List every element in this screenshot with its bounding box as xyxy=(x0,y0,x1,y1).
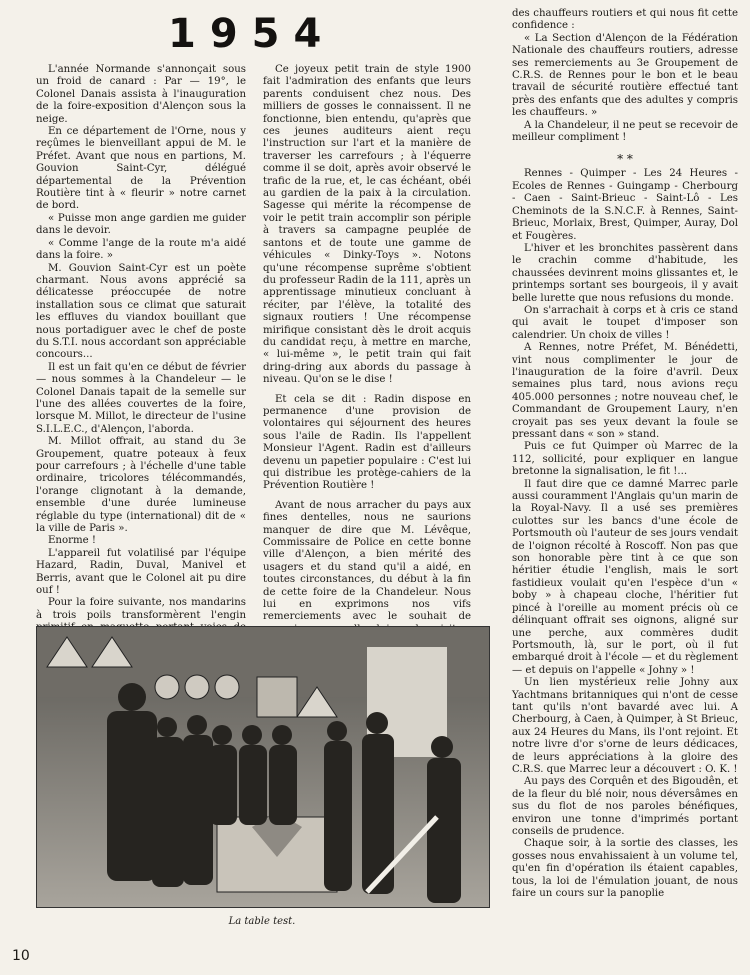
section-separator: * * xyxy=(617,152,633,167)
paragraph: Ce joyeux petit train de style 1900 fait l'admiration des enfants que leurs parents conduisent chez nous. Des milliers de gosses le connaissent. Il ne fonctionne, bien entendu, qu'après que ces jeunes auditeurs aient reçu l'instruction sur l'art et la manière de traverser les carrefours ; à l'équerre comme il se doit, après avoir observé le trafic de la rue, et, le cas échéant, obéi au gardien de la paix à la circulation. Sagesse qui mérite la récompense de voir le petit train accomplir son périple à travers sa campagne peuplée de santons et de toute une gamme de véhicules « Dinky-Toys ». Notons qu'une récompense suprême s'obtient du professeur Radin de la 111, après un apprentissage minutieux concluant à réciter, par l'élève, la totalité des signaux routiers ! Une récompense mirifique consistant dès le droit acquis du candidat reçu, à mettre en marche, « lui-même », le petit train qui fait dring-dring aux abords du passage à niveau. Qu'on se le dise ! xyxy=(263,64,471,386)
paragraph: Au pays des Corquên et des Bigoudên, et de la fleur du blé noir, nous déversâmes en sus du flot de nos paroles bénéfiques, environ une tonne d'imprimés portant conseils de prudence. xyxy=(512,776,738,837)
paragraph: L'année Normande s'annonçait sous un froid de canard : Par — 19°, le Colonel Danais assista à l'inauguration de la foire-exposition d'Alençon sous la neige. xyxy=(36,64,246,125)
paragraph: Il est un fait qu'en ce début de février — nous sommes à la Chandeleur — le Colonel Danais tapait de la semelle sur l'une des allées couvertes de la foire, lorsque M. Millot, le directeur de l'usine S.I.L.E.C., d'Alençon, l'aborda. xyxy=(36,361,246,435)
paragraph: Un lien mystérieux relie Johny aux Yachtmans britanniques qui n'ont de cesse tant qu'ils n'ont bavardé avec lui. A Cherbourg, à Caen, à Quimper, à St Brieuc, aux 24 Heures du Mans, ils l'ont rejoint. Et notre livre d'or s'orne de leurs dédicaces, de leurs appréciations à la gloire des C.R.S. que Marrec leur a découvert : O. K. ! xyxy=(512,677,738,775)
page-number: 10 xyxy=(12,948,30,964)
paragraph: Rennes - Quimper - Les 24 Heures - Ecoles de Rennes - Guingamp - Cherbourg - Caen - Saint-Brieuc - Saint-Lô - Les Cheminots de la S.N.C.F. à Rennes, Saint-Brieuc, Morlaix, Brest, Quimper, Auray, Dol et Fougères. xyxy=(512,168,738,242)
paragraph: M. Gouvion Saint-Cyr est un poète charmant. Nous avons apprécié sa délicatesse préoccupée de notre installation sous ce climat que saturait les effluves du viandox bouillant que nous portadiguer avec le chef de poste du S.T.I. nous accordant son appréciable concours... xyxy=(36,262,246,361)
paragraph: A la Chandeleur, il ne peut se recevoir de meilleur compliment ! xyxy=(512,119,738,144)
photo-illustration xyxy=(37,627,489,907)
paragraph: Chaque soir, à la sortie des classes, les gosses nous envahissaient à un volume tel, qu'en fin d'opération ils étaient capables, tous, la loi de l'émulation jouant, de nous faire un cours sur la panoplie xyxy=(512,838,738,900)
paragraph: des chauffeurs routiers et qui nous fit cette confidence : xyxy=(512,8,738,32)
photo-caption: La table test. xyxy=(228,916,296,927)
paragraph: Il faut dire que ce damné Marrec parle aussi couramment l'Anglais qu'un marin de la Royal-Navy. Il a usé ses premières culottes sur les bancs d'une école de Portsmouth où l'auteur de ses jours vendait de l'oignon récolté à Roscoff. Non pas que son honorable père tint à ce que son héritier étudie l'english, mais le sort fastidieux voulait qu'en l'espèce d'un « boby » à chapeau cloche, l'héritier fut pincé à l'oreille au moment précis où ce délinquant offrait ses oignons, aligné sur une perche, aux commères dudit Portsmouth, là, sur le port, où il fut embarqué droit à l'école — et du règlement — et depuis on l'appelle « Johny » ! xyxy=(512,478,738,676)
paragraph: « Comme l'ange de la route m'a aidé dans la foire. » xyxy=(36,237,246,262)
paragraph: M. Millot offrait, au stand du 3e Groupement, quatre poteaux à feux pour carrefours ; à l'échelle d'une table ordinaire, tricolores télécommandés, l'orange clignotant à la demande, ensemble d'une durée lumineuse réglable du type (international) dit de « la ville de Paris ». xyxy=(36,436,246,535)
paragraph: Puis ce fut Quimper où Marrec de la 112, sollicité, pour expliquer en langue bretonne la signalisation, le fit !... xyxy=(512,441,738,478)
paragraph: Enorme ! xyxy=(48,535,97,547)
paragraph: On s'arrachait à corps et à cris ce stand qui avait le toupet d'imposer son calendrier. Un choix de villes ! xyxy=(512,304,738,341)
paragraph: Avant de nous arracher du pays aux fines dentelles, nous ne saurions manquer de dire que M. Lévêque, Commissaire de Police en cette bonne ville d'Alençon, a bien mérité des usagers et du stand qu'il a aidé, en toutes circonstances, du début à la fin de cette foire de la Chandeleur. Nous lui en exprimons nos vifs remerciements avec le souhait de xyxy=(263,499,471,623)
paragraph: L'appareil fut volatilisé par l'équipe Hazard, Radin, Duval, Manivel et Berris, avant que le Colonel ait pu dire ouf ! xyxy=(36,547,246,597)
photo-table-test xyxy=(36,626,490,908)
article-column-3 xyxy=(512,8,738,968)
page-title: 1954 xyxy=(168,11,336,57)
article-column-2 xyxy=(263,64,471,623)
paragraph: Pour la foire suivante, nos mandarins à trois poils transformèrent l'engin xyxy=(36,597,246,621)
paragraph: A Rennes, notre Préfet, M. Bénédetti, vint nous complimenter le jour de l'inauguration de la foire d'avril. Deux semaines plus tard, nous avions reçu 405.000 personnes ; notre nouveau chef, le Commandant de Groupement Laury, n'en croyait pas ses yeux devant la foule se pressant dans « son » stand. xyxy=(512,342,738,440)
paragraph: L'hiver et les bronchites passèrent dans le crachin comme d'habitude, les chaussées devinrent moins glissantes et, le printemps sortant ses bourgeois, il y avait belle lurette que nous refusions du monde. xyxy=(512,242,738,304)
article-column-1 xyxy=(36,64,246,621)
paragraph: Et cela se dit : Radin dispose en permanence d'une provision de volontaires qui séjournent des heures sous l'aile de Radin. Ils l'appellent Monsieur l'Agent. Radin est d'ailleurs devenu un papetier populaire : C'est lui qui distribue les protège-cahiers de la Prévention Routière ! xyxy=(263,393,471,492)
paragraph: « La Section d'Alençon de la Fédération Nationale des chauffeurs routiers, adresse ses remerciements au 3e Groupement de C.R.S. de Rennes pour le bon et le beau travail de sécurité routière effectué tant près des enfants que des adultes y compris les chauffeurs. » xyxy=(512,32,738,119)
paragraph: En ce département de l'Orne, nous y reçûmes le bienveillant appui de M. le Préfet. Avant que nous en partions, M. Gouvion Saint-Cyr, délégué départemental de la Prévention Routière tint à « fleurir » notre carnet de bord. xyxy=(36,126,246,212)
paragraph: « Puisse mon ange gardien me guider dans le devoir. xyxy=(36,212,246,237)
